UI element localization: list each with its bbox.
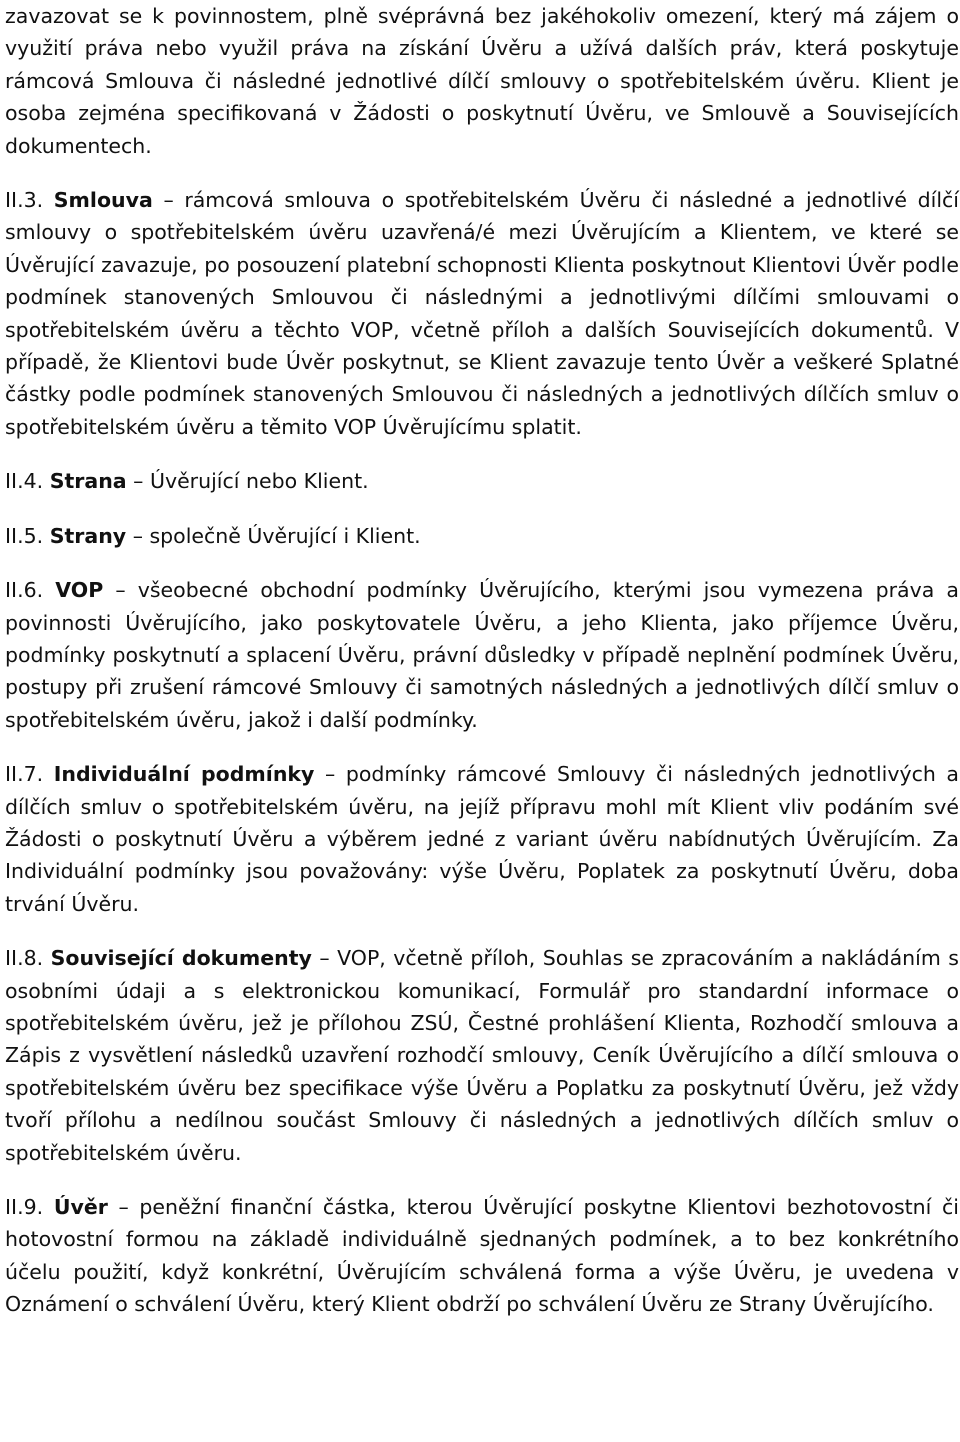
definition-ii-6 [5, 574, 959, 736]
definition-text: peněžní finanční částka, kterou Úvěrující poskytne Klientovi bezhotovostní či hotovostní formou na základě individuálně sjednaných podmínek, a to bez konkrétního účelu použití, když konkrétní, Úvěrujícím schválená forma a výše Úvěru, je uvedena v Oznámení o schválení Úvěru, který Klient obdrží po schválení Úvěru ze Strany Úvěrujícího. [5, 1195, 959, 1317]
term-dash: – [126, 469, 150, 494]
definition-ii-7 [5, 758, 959, 920]
defined-term: Úvěr [53, 1195, 108, 1219]
term-dash: – [311, 946, 338, 971]
paragraph-gap [5, 443, 959, 465]
definition-text: všeobecné obchodní podmínky Úvěrujícího, kterými jsou vymezena práva a povinnosti Úvěrujícího, jako poskytovatele Úvěru, a jeho Klienta, jako příjemce Úvěru, podmínky poskytnutí a splacení Úvěru, právní důsledky v případě neplnění podmínek Úvěru, postupy při zrušení rámcové Smlouvy či samotných následných a jednotlivých dílčí smluv o spotřebitelském úvěru, jakož i další podmínky. [5, 578, 959, 732]
defined-term: Individuální podmínky [53, 762, 315, 787]
definition-text: rámcová smlouva o spotřebitelském Úvěru či následné a jednotlivé dílčí smlouvy o spotřebitelském úvěru uzavřená/é mezi Úvěrujícím a Klientem, ve které se Úvěrující zavazuje, po posouzení platební schopnosti Klienta poskytnout Klientovi Úvěr podle podmínek stanovených Smlouvou či následnými a jednotlivými dílčími smlouvami o spotřebitelském úvěru a těchto VOP, včetně příloh a dalších Souvisejících dokumentů. V případě, že Klientovi bude Úvěr poskytnut, se Klient zavazuje tento Úvěr a veškeré Splatné částky podle podmínek stanovených Smlouvou či následných a jednotlivých dílčích smluv o spotřebitelském úvěru a těmito VOP Úvěrujícímu splatit. [5, 188, 959, 439]
intro-paragraph: zavazovat se k povinnostem, plně svéprávná bez jakéhokoliv omezení, který má zájem o využití práva nebo využil práva na získání Úvěru a užívá dalších práv, která poskytuje rámcová Smlouva či následné jednotlivé dílčí smlouvy o spotřebitelském úvěru. Klient je osoba zejména specifikovaná v Žádosti o poskytnutí Úvěru, ve Smlouvě a Souvisejících dokumentech. [5, 4, 959, 158]
definition-ii-9 [5, 1191, 959, 1321]
definition-ii-5 [5, 520, 959, 552]
term-dash: – [126, 523, 150, 548]
definition-text: společně Úvěrující i Klient. [149, 523, 421, 548]
definition-ii-8 [5, 942, 959, 1169]
definition-ii-3 [5, 184, 959, 443]
definition-text: VOP, včetně příloh, Souhlas se zpracováním a nakládáním s osobními údaji a s elektronickou komunikací, Formulář pro standardní informace o spotřebitelském úvěru, jež je přílohou ZSÚ, Čestné prohlášení Klienta, Rozhodčí smlouva a Zápis z vysvětlení následků uzavření rozhodčí smlouvy, Ceník Úvěrujícího a dílčí smlouva o spotřebitelském úvěru bez specifikace výše Úvěru a Poplatku za poskytnutí Úvěru, jež vždy tvoří přílohu a nedílnou součást Smlouvy či následných a jednotlivých dílčích smluv o spotřebitelském úvěru. [5, 946, 959, 1165]
section-number: II.5. [5, 523, 44, 548]
definition-text: Úvěrující nebo Klient. [149, 469, 369, 494]
paragraph-gap [5, 736, 959, 758]
definition-text: podmínky rámcové Smlouvy či následných jednotlivých a dílčích smluv o spotřebitelském úvěru, na jejíž přípravu mohl mít Klient vliv podáním své Žádosti o poskytnutí Úvěru a výběrem jedné z variant úvěru nabídnutých Úvěrujícím. Za Individuální podmínky jsou považovány: výše Úvěru, Poplatek za poskytnutí Úvěru, doba trvání Úvěru. [5, 762, 959, 916]
section-number: II.9. [5, 1195, 44, 1219]
paragraph-gap [5, 498, 959, 520]
section-number: II.7. [5, 762, 44, 787]
defined-term: Strany [49, 523, 127, 548]
definition-ii-4 [5, 465, 959, 497]
defined-term: VOP [55, 578, 104, 603]
defined-term: Související dokumenty [50, 946, 312, 971]
section-number: II.8. [5, 946, 44, 971]
term-dash: – [152, 188, 185, 213]
term-dash: – [314, 762, 346, 787]
defined-term: Strana [49, 469, 127, 494]
section-number: II.6. [5, 578, 44, 603]
term-dash: – [107, 1195, 140, 1219]
defined-term: Smlouva [53, 188, 153, 213]
paragraph-gap [5, 552, 959, 574]
paragraph-gap [5, 920, 959, 942]
section-number: II.3. [5, 188, 44, 213]
term-dash: – [103, 578, 138, 603]
section-number: II.4. [5, 469, 44, 494]
document-page [5, 0, 959, 1321]
paragraph-gap [5, 162, 959, 184]
paragraph-gap [5, 1169, 959, 1191]
